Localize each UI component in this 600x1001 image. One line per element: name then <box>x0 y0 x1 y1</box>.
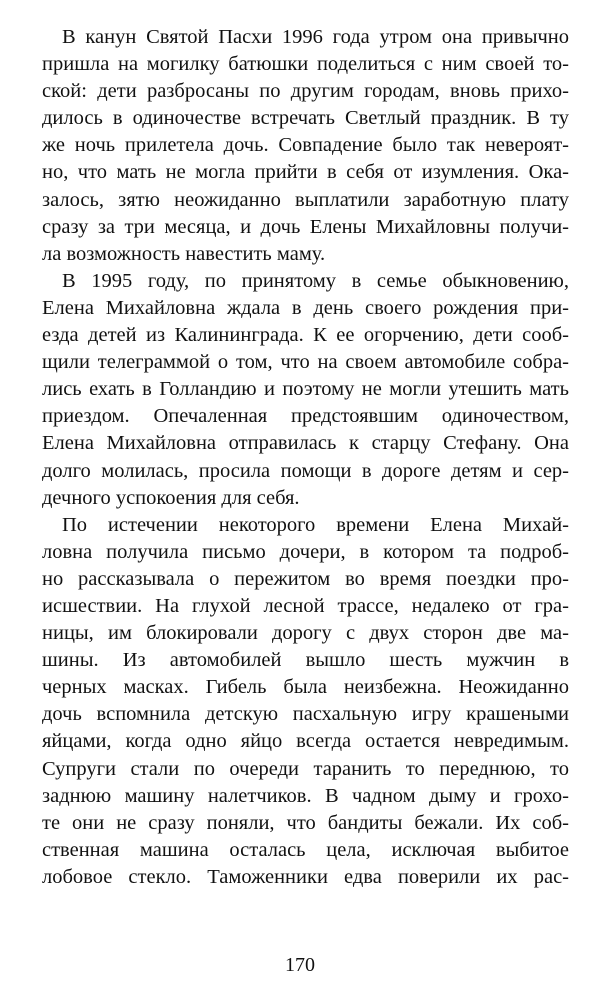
text-line: но рассказывала о пережитом во время поездки про- <box>42 567 569 590</box>
text-line: черных масках. Гибель была неизбежна. Неожиданно <box>42 676 569 699</box>
text-line: лись ехать в Голландию и поэтому не могли утешить мать <box>42 378 569 401</box>
text-line: заднюю машину налетчиков. В чадном дыму и грохо- <box>42 784 569 807</box>
page-body <box>42 24 569 891</box>
text-line: Супруги стали по очереди таранить то переднюю, то <box>42 757 569 780</box>
text-line: щили телеграммой о том, что на своем автомобиле собра- <box>42 351 569 374</box>
text-line: Елена Михайловна ждала в день своего рождения при- <box>42 296 569 319</box>
text-line: В 1995 году, по принятому в семье обыкновению, <box>62 269 569 292</box>
text-line: дечного успокоения для себя. <box>42 486 300 509</box>
text-line: ницы, им блокировали дорогу с двух сторон две ма- <box>42 622 569 645</box>
text-line: езда детей из Калининграда. К ее огорчению, дети сооб- <box>42 324 569 347</box>
text-line: же ночь прилетела дочь. Совпадение было так невероят- <box>42 134 569 157</box>
text-line: ла возможность навестить маму. <box>42 242 326 265</box>
text-line: По истечении некоторого времени Елена Михай- <box>62 513 569 536</box>
paragraph <box>42 512 569 891</box>
text-line: яйцами, когда одно яйцо всегда остается невредимым. <box>42 730 569 753</box>
text-line: залось, зятю неожиданно выплатили заработную плату <box>42 188 569 211</box>
text-line: те они не сразу поняли, что бандиты бежали. Их соб- <box>42 811 569 834</box>
text-line: лобовое стекло. Таможенники едва поверили их рас- <box>42 865 569 888</box>
text-line: пришла на могилку батюшки поделиться с ним своей то- <box>42 53 569 76</box>
paragraph <box>42 24 569 268</box>
text-line: ловна получила письмо дочери, в котором та подроб- <box>42 540 569 563</box>
text-line: дилось в одиночестве встречать Светлый праздник. В ту <box>42 107 569 130</box>
page-number: 170 <box>285 954 315 976</box>
text-line: исшествии. На глухой лесной трассе, недалеко от гра- <box>42 594 569 617</box>
text-line: шины. Из автомобилей вышло шесть мужчин в <box>42 649 569 672</box>
text-line: но, что мать не могла прийти в себя от изумления. Ока- <box>42 161 569 184</box>
text-line: сразу за три месяца, и дочь Елены Михайловны получи- <box>42 215 569 238</box>
text-line: дочь вспомнила детскую пасхальную игру крашеными <box>42 703 569 726</box>
text-line: ственная машина осталась цела, исключая выбитое <box>42 838 569 861</box>
text-line: ской: дети разбросаны по другим городам, вновь прихо- <box>42 80 569 103</box>
text-line: В канун Святой Пасхи 1996 года утром она привычно <box>62 26 569 48</box>
text-line: Елена Михайловна отправилась к старцу Стефану. Она <box>42 432 569 455</box>
paragraph <box>42 268 569 512</box>
text-line: приездом. Опечаленная предстоявшим одиночеством, <box>42 405 569 428</box>
text-line: долго молилась, просила помощи в дороге детям и сер- <box>42 459 569 482</box>
